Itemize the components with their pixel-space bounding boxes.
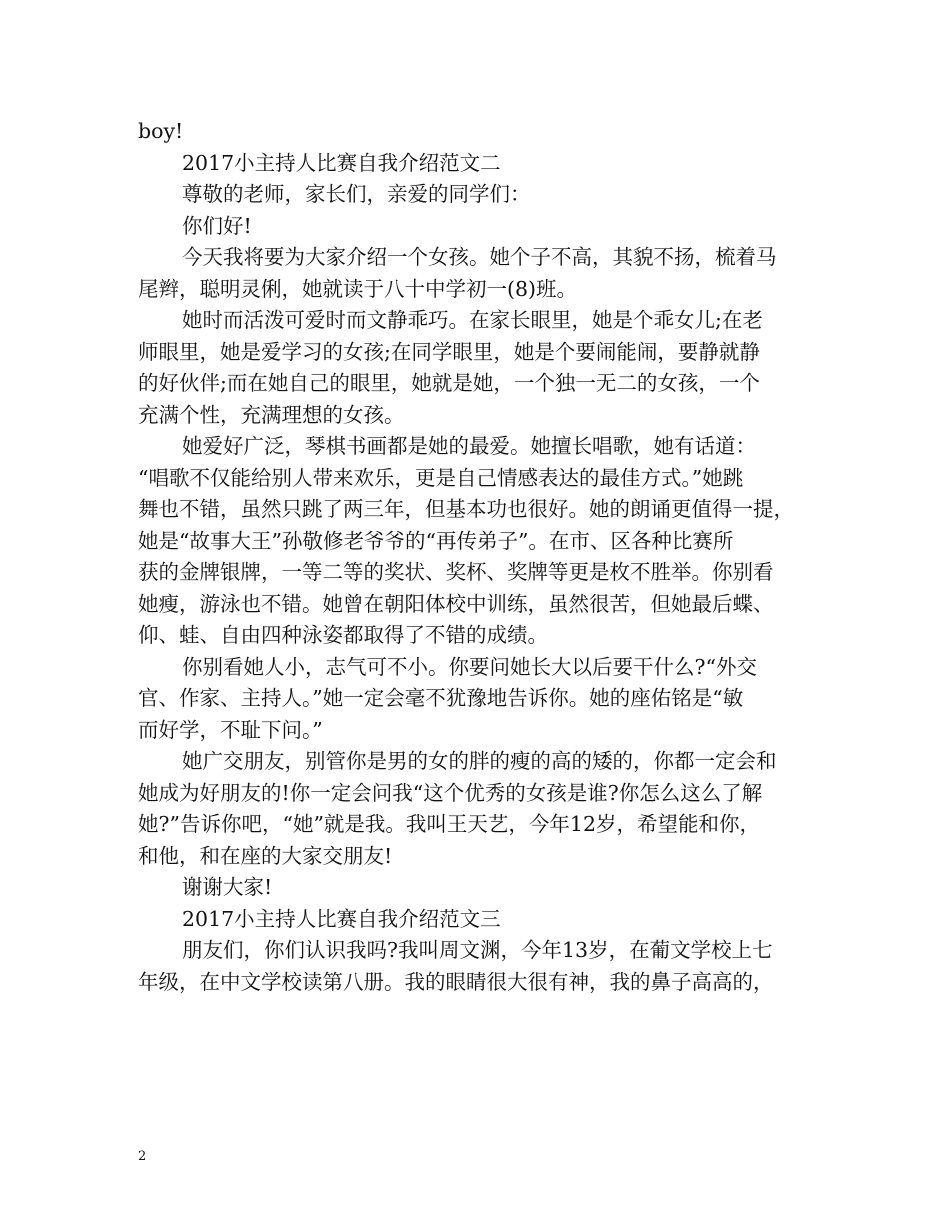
text-line: 你们好! bbox=[182, 213, 252, 238]
text-line: 她是“故事大王”孙敬修老爷爷的“再传弟子”。在市、区各种比赛所 bbox=[138, 528, 734, 553]
text-line: 师眼里，她是爱学习的女孩;在同学眼里，她是个要闹能闹，要静就静 bbox=[138, 339, 760, 364]
body-text bbox=[138, 116, 818, 998]
text-line: 和他，和在座的大家交朋友! bbox=[138, 843, 393, 868]
text-line: 充满个性，充满理想的女孩。 bbox=[138, 402, 405, 427]
text-line: 仰、蛙、自由四种泳姿都取得了不错的成绩。 bbox=[138, 623, 548, 647]
text-line: 尊敬的老师，家长们，亲爱的同学们： bbox=[182, 182, 531, 206]
text-line: “唱歌不仅能给别人带来欢乐，更是自己情感表达的最佳方式。”她跳 bbox=[138, 465, 744, 490]
text-line: 官、作家、主持人。”她一定会毫不犹豫地告诉你。她的座佑铭是“敏 bbox=[138, 686, 744, 710]
text-line: 你别看她人小，志气可不小。你要问她长大以后要干什么?“外交 bbox=[182, 654, 757, 679]
text-line: 她瘦，游泳也不错。她曾在朝阳体校中训练，虽然很苦，但她最后蝶、 bbox=[138, 591, 774, 616]
text-line: 获的金牌银牌，一等二等的奖状、奖杯、奖牌等更是枚不胜举。你别看 bbox=[138, 560, 774, 584]
text-line: 舞也不错，虽然只跳了两三年，但基本功也很好。她的朗诵更值得一提， bbox=[138, 497, 794, 521]
text-line: 她时而活泼可爱时而文静乖巧。在家长眼里，她是个乖女儿;在老 bbox=[182, 308, 763, 332]
page-number: 2 bbox=[138, 1149, 147, 1164]
text-line: 的好伙伴;而在她自己的眼里，她就是她，一个独一无二的女孩，一个 bbox=[138, 371, 760, 395]
text-line: 她?”告诉你吧，“她”就是我。我叫王天艺，今年12岁，希望能和你， bbox=[138, 812, 761, 836]
text-line: 而好学，不耻下问。” bbox=[138, 717, 323, 742]
text-line: 尾辫，聪明灵俐，她就读于八十中学初一(8)班。 bbox=[138, 276, 578, 301]
text-line: 谢谢大家! bbox=[182, 875, 273, 899]
text-line: 她广交朋友，别管你是男的女的胖的瘦的高的矮的，你都一定会和 bbox=[182, 749, 777, 773]
text-line: 朋友们，你们认识我吗?我叫周文渊，今年13岁，在葡文学校上七 bbox=[182, 938, 773, 962]
text-line: 2017小主持人比赛自我介绍范文二 bbox=[182, 150, 501, 175]
text-line: 今天我将要为大家介绍一个女孩。她个子不高，其貌不扬，梳着马 bbox=[182, 245, 777, 269]
text-line: 年级，在中文学校读第八册。我的眼睛很大很有神，我的鼻子高高的， bbox=[138, 969, 774, 994]
text-line: 她成为好朋友的!你一定会问我“这个优秀的女孩是谁?你怎么这么了解 bbox=[138, 780, 763, 805]
text-line: 2017小主持人比赛自我介绍范文三 bbox=[182, 906, 501, 931]
text-line: 她爱好广泛，琴棋书画都是她的最爱。她擅长唱歌，她有话道： bbox=[182, 434, 756, 458]
text-line: boy! bbox=[138, 119, 184, 143]
